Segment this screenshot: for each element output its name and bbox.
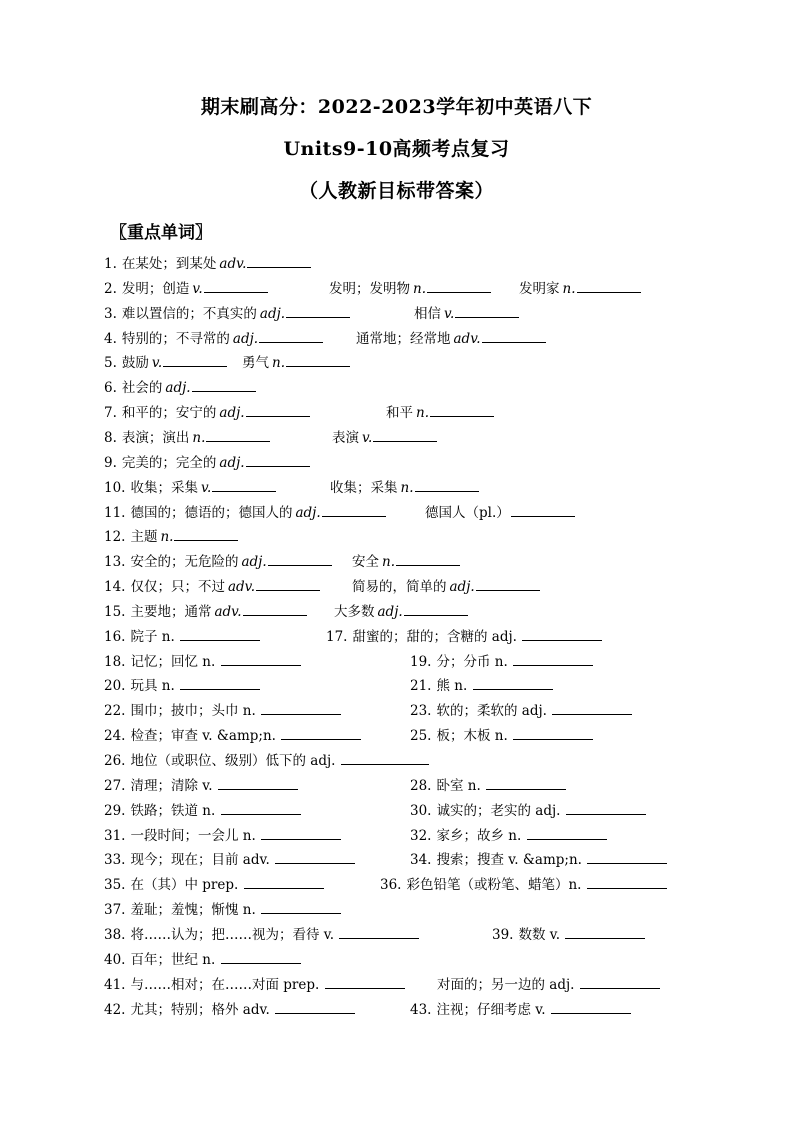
item-meaning: 对面的；另一边的 adj. (437, 976, 579, 993)
item-meaning: 检查；审查 v. &amp;n. (130, 728, 281, 745)
vocab-item (329, 277, 491, 297)
item-meaning: 卧室 n. (436, 777, 486, 794)
item-number: 3. (104, 305, 117, 322)
vocab-item (104, 575, 320, 595)
vocab-item (104, 625, 260, 645)
answer-blank[interactable] (281, 726, 361, 740)
vocab-item (104, 724, 361, 744)
item-number: 21. (410, 678, 432, 695)
vocab-item (104, 550, 332, 570)
part-of-speech: adj. (219, 405, 245, 422)
item-meaning: 特别的；不寻常的 (121, 330, 230, 347)
vocab-item (519, 277, 641, 297)
answer-blank[interactable] (261, 826, 341, 840)
item-number: 42. (104, 1001, 126, 1018)
item-meaning: 地位（或职位、级别）低下的 adj. (130, 753, 340, 769)
item-meaning: 大多数 (334, 603, 375, 620)
item-number: 16. (104, 628, 126, 645)
vocab-item (410, 774, 566, 794)
vocab-item (104, 401, 310, 421)
document-title: 期末刷高分：2022-2023学年初中英语八下 (200, 96, 593, 118)
item-number: 11. (104, 504, 126, 521)
vocab-item (104, 351, 227, 371)
item-meaning: 铁路；铁道 n. (130, 802, 220, 819)
vocab-item (332, 426, 437, 446)
item-meaning: 围巾；披巾；头巾 n. (130, 703, 261, 720)
item-number: 34. (410, 852, 432, 869)
item-meaning: 德国的；德语的；德国人的 (130, 504, 293, 521)
part-of-speech: adj. (377, 603, 403, 620)
answer-blank[interactable] (373, 428, 437, 442)
vocab-item (104, 650, 301, 670)
vocab-item (356, 327, 546, 347)
answer-blank[interactable] (286, 353, 350, 367)
answer-blank[interactable] (580, 975, 660, 989)
item-meaning: 百年；世纪 n. (130, 951, 220, 968)
answer-blank[interactable] (221, 801, 301, 815)
part-of-speech: adj. (449, 579, 475, 596)
answer-blank[interactable] (174, 527, 238, 541)
item-meaning: 将……认为；把……视为；看待 v. (130, 926, 339, 943)
answer-blank[interactable] (256, 577, 320, 591)
part-of-speech: adj. (232, 330, 259, 347)
part-of-speech: v. (200, 479, 212, 496)
answer-blank[interactable] (430, 403, 494, 417)
item-meaning: 完美的；完全的 (121, 454, 217, 471)
part-of-speech: adj. (165, 380, 191, 397)
vocab-item (104, 252, 311, 272)
answer-blank[interactable] (566, 801, 646, 815)
item-number: 31. (104, 827, 126, 844)
vocab-item (410, 824, 607, 844)
vocab-item (330, 476, 479, 496)
vocab-item (104, 426, 270, 446)
vocab-item (104, 376, 256, 396)
vocab-item (104, 302, 350, 322)
item-number: 8. (104, 429, 117, 446)
answer-blank[interactable] (427, 279, 491, 293)
answer-blank[interactable] (261, 701, 341, 715)
vocab-item (104, 501, 386, 521)
item-number: 26. (104, 753, 126, 769)
vocab-item (242, 351, 350, 371)
item-meaning: 主题 (130, 529, 158, 546)
item-meaning: 板；木板 n. (436, 728, 513, 745)
answer-blank[interactable] (486, 776, 566, 790)
answer-blank[interactable] (247, 254, 311, 268)
answer-blank[interactable] (513, 652, 593, 666)
item-number: 39. (492, 926, 514, 943)
part-of-speech: adj. (295, 504, 321, 521)
vocab-item (410, 699, 632, 719)
item-meaning: 甜蜜的；甜的；含糖的 adj. (352, 628, 522, 645)
item-meaning: 安全 (352, 554, 379, 571)
answer-blank[interactable] (180, 627, 260, 641)
answer-blank[interactable] (587, 850, 667, 864)
item-number: 13. (104, 554, 126, 571)
answer-blank[interactable] (218, 776, 298, 790)
answer-blank[interactable] (522, 627, 602, 641)
item-meaning: 家乡；故乡 n. (436, 827, 526, 844)
item-meaning: 发明；创造 (121, 280, 190, 297)
answer-blank[interactable] (244, 875, 324, 889)
item-meaning: 记忆；回忆 n. (130, 653, 220, 670)
item-number: 15. (104, 603, 126, 620)
answer-blank[interactable] (246, 403, 310, 417)
vocab-item (414, 302, 519, 322)
item-meaning: 相信 (414, 305, 441, 322)
vocab-item (104, 476, 276, 496)
item-number: 35. (104, 877, 126, 894)
answer-blank[interactable] (511, 503, 575, 517)
answer-blank[interactable] (513, 726, 593, 740)
answer-blank[interactable] (261, 900, 341, 914)
part-of-speech: n. (416, 405, 429, 422)
answer-blank[interactable] (396, 552, 460, 566)
item-meaning: 现今；现在；目前 adv. (130, 852, 275, 869)
vocab-item (104, 848, 355, 868)
item-number: 41. (104, 976, 126, 993)
answer-blank[interactable] (587, 875, 667, 889)
item-meaning: 和平 (386, 405, 413, 422)
item-number: 5. (104, 355, 117, 372)
item-number: 20. (104, 678, 126, 695)
answer-blank[interactable] (212, 478, 276, 492)
item-meaning: 鼓励 (121, 355, 149, 372)
item-meaning: 和平的；安宁的 (121, 405, 217, 422)
answer-blank[interactable] (243, 602, 307, 616)
item-number: 22. (104, 703, 126, 720)
part-of-speech: adj. (241, 554, 267, 571)
item-number: 23. (410, 703, 432, 720)
part-of-speech: adv. (219, 256, 247, 272)
item-number: 4. (104, 330, 117, 347)
item-meaning: 收集；采集 (330, 479, 398, 496)
item-meaning: 清理；清除 v. (130, 777, 217, 794)
item-meaning: 注视；仔细考虑 v. (436, 1001, 550, 1018)
vocab-item (410, 650, 593, 670)
item-number: 1. (104, 256, 117, 272)
answer-blank[interactable] (341, 751, 429, 765)
vocab-item (104, 451, 310, 471)
item-meaning: 羞耻；羞愧；惭愧 n. (130, 902, 261, 919)
part-of-speech: n. (382, 554, 395, 571)
part-of-speech: v. (444, 305, 455, 322)
answer-blank[interactable] (221, 950, 301, 964)
item-meaning: 难以置信的；不真实的 (121, 305, 257, 322)
vocab-item (104, 973, 405, 993)
answer-blank[interactable] (415, 478, 479, 492)
answer-blank[interactable] (275, 1000, 355, 1014)
answer-blank[interactable] (268, 552, 332, 566)
item-meaning: 玩具 n. (130, 678, 180, 695)
item-meaning: 发明家 (519, 280, 560, 297)
part-of-speech: v. (151, 355, 163, 372)
vocab-item (425, 501, 575, 521)
vocab-item (104, 600, 307, 620)
answer-blank[interactable] (206, 428, 270, 442)
item-number: 28. (410, 777, 432, 794)
item-meaning: 主要地；通常 (130, 603, 212, 620)
vocab-item (104, 799, 301, 819)
item-meaning: 德国人（pl.） (425, 504, 510, 521)
item-number: 17. (326, 628, 348, 645)
answer-blank[interactable] (455, 304, 519, 318)
part-of-speech: n. (192, 429, 206, 446)
vocab-item (352, 550, 460, 570)
vocab-item (104, 923, 419, 943)
vocab-item (437, 973, 660, 993)
vocab-item (410, 998, 631, 1018)
item-number: 10. (104, 479, 126, 496)
vocab-item (104, 998, 355, 1018)
item-number: 30. (410, 802, 432, 819)
answer-blank[interactable] (259, 329, 323, 343)
answer-blank[interactable] (551, 1000, 631, 1014)
part-of-speech: adv. (453, 330, 481, 347)
item-meaning: 表演 (332, 429, 359, 446)
item-meaning: 诚实的；老实的 adj. (436, 802, 565, 819)
item-number: 27. (104, 777, 126, 794)
vocab-item (104, 327, 323, 347)
vocab-item (410, 724, 593, 744)
item-number: 38. (104, 926, 126, 943)
vocab-item (104, 774, 298, 794)
answer-blank[interactable] (286, 304, 350, 318)
part-of-speech: adj. (219, 454, 245, 471)
vocab-item (410, 674, 553, 694)
answer-blank[interactable] (552, 701, 632, 715)
item-number: 37. (104, 902, 126, 919)
item-meaning: 简易的，简单的 (352, 579, 447, 596)
vocab-item (104, 948, 301, 968)
part-of-speech: n. (400, 479, 414, 496)
document-subtitle: Units9-10高频考点复习 (283, 138, 510, 160)
answer-blank[interactable] (322, 503, 386, 517)
part-of-speech: n. (160, 529, 174, 546)
answer-blank[interactable] (325, 975, 405, 989)
item-number: 18. (104, 653, 126, 670)
item-meaning: 熊 n. (436, 678, 472, 695)
item-meaning: 分；分币 n. (436, 653, 513, 670)
item-meaning: 仅仅；只；不过 (130, 579, 225, 596)
item-number: 43. (410, 1001, 432, 1018)
part-of-speech: n. (413, 280, 426, 297)
item-number: 32. (410, 827, 432, 844)
item-number: 14. (104, 579, 126, 596)
part-of-speech: adv. (214, 603, 242, 620)
answer-blank[interactable] (565, 925, 645, 939)
item-number: 2. (104, 280, 117, 297)
vocab-item (334, 600, 468, 620)
vocab-item (104, 277, 268, 297)
item-meaning: 表演；演出 (121, 429, 190, 446)
section-heading: 〖重点单词〗 (110, 223, 212, 243)
document-subtitle-note: （人教新目标带答案） (298, 180, 494, 202)
part-of-speech: n. (562, 280, 576, 297)
answer-blank[interactable] (476, 577, 540, 591)
part-of-speech: adj. (259, 305, 286, 322)
part-of-speech: v. (362, 429, 373, 446)
part-of-speech: n. (272, 355, 285, 372)
item-number: 33. (104, 852, 126, 869)
answer-blank[interactable] (275, 850, 355, 864)
vocab-item (104, 674, 260, 694)
vocab-item (352, 575, 540, 595)
item-number: 29. (104, 802, 126, 819)
item-meaning: 与……相对；在……对面 prep. (130, 976, 324, 993)
item-number: 36. (380, 877, 402, 894)
item-meaning: 尤其；特别；格外 adv. (130, 1001, 275, 1018)
answer-blank[interactable] (221, 652, 301, 666)
part-of-speech: v. (192, 280, 203, 297)
item-number: 19. (410, 653, 432, 670)
item-meaning: 软的；柔软的 adj. (436, 703, 552, 720)
answer-blank[interactable] (482, 329, 546, 343)
item-meaning: 彩色铅笔（或粉笔、蜡笔）n. (406, 877, 586, 894)
item-meaning: 安全的；无危险的 (130, 554, 239, 571)
answer-blank[interactable] (473, 676, 553, 690)
answer-blank[interactable] (577, 279, 641, 293)
answer-blank[interactable] (163, 353, 227, 367)
item-number: 9. (104, 454, 117, 471)
item-meaning: 数数 v. (518, 926, 565, 943)
item-meaning: 社会的 (121, 380, 163, 397)
item-number: 24. (104, 728, 126, 745)
answer-blank[interactable] (192, 378, 256, 392)
vocab-item (104, 699, 341, 719)
answer-blank[interactable] (204, 279, 268, 293)
item-number: 6. (104, 380, 117, 397)
item-meaning: 在某处；到某处 (121, 256, 217, 272)
vocab-item (104, 749, 429, 769)
vocab-item (104, 873, 324, 893)
item-number: 40. (104, 951, 126, 968)
vocab-item (410, 848, 667, 868)
answer-blank[interactable] (246, 453, 310, 467)
part-of-speech: adv. (227, 579, 255, 596)
answer-blank[interactable] (404, 602, 468, 616)
item-meaning: 勇气 (242, 355, 269, 372)
vocab-item (104, 898, 341, 918)
item-meaning: 收集；采集 (130, 479, 198, 496)
item-meaning: 发明；发明物 (329, 280, 410, 297)
item-meaning: 搜索；搜查 v. &amp;n. (436, 852, 587, 869)
vocab-item (492, 923, 645, 943)
vocab-item (410, 799, 646, 819)
item-meaning: 在（其）中 prep. (130, 877, 243, 894)
item-meaning: 院子 n. (130, 628, 180, 645)
item-number: 25. (410, 728, 432, 745)
item-number: 12. (104, 529, 126, 546)
vocab-item (104, 824, 341, 844)
answer-blank[interactable] (339, 925, 419, 939)
answer-blank[interactable] (527, 826, 607, 840)
item-meaning: 一段时间；一会儿 n. (130, 827, 261, 844)
item-meaning: 通常地；经常地 (356, 330, 451, 347)
vocab-item (386, 401, 494, 421)
vocab-item (380, 873, 667, 893)
vocab-item (104, 525, 238, 545)
vocab-item (326, 625, 602, 645)
answer-blank[interactable] (180, 676, 260, 690)
item-number: 7. (104, 405, 117, 422)
